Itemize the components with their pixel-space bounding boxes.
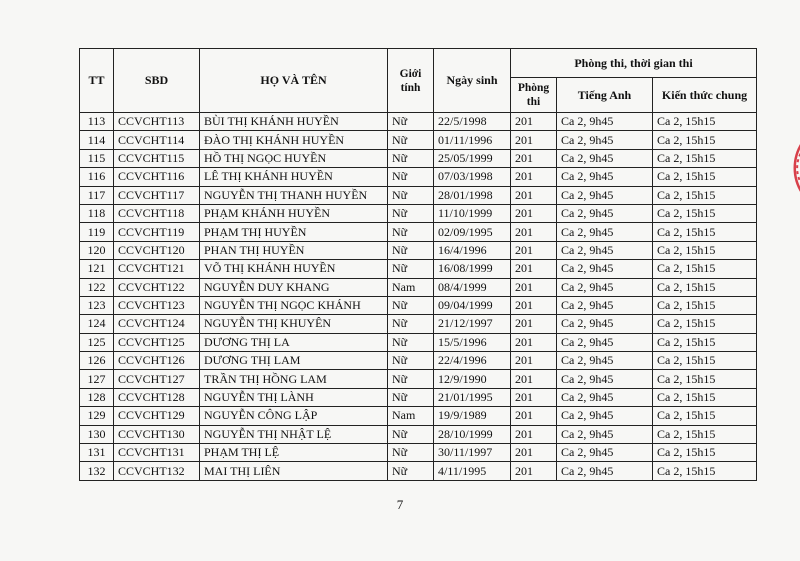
cell-tt: 113 xyxy=(80,113,114,131)
cell-room: 201 xyxy=(511,278,557,296)
cell-gender: Nữ xyxy=(388,223,434,241)
table-row xyxy=(80,168,757,186)
cell-general-session: Ca 2, 15h15 xyxy=(653,241,757,259)
table-row xyxy=(80,444,757,462)
cell-english-session: Ca 2, 9h45 xyxy=(557,186,653,204)
cell-general-session: Ca 2, 15h15 xyxy=(653,168,757,186)
table-row xyxy=(80,223,757,241)
cell-tt: 122 xyxy=(80,278,114,296)
table-row xyxy=(80,352,757,370)
cell-name: BÙI THỊ KHÁNH HUYỀN xyxy=(200,113,388,131)
cell-tt: 114 xyxy=(80,131,114,149)
cell-tt: 125 xyxy=(80,333,114,351)
cell-room: 201 xyxy=(511,425,557,443)
table-row xyxy=(80,260,757,278)
table-body xyxy=(80,113,757,481)
cell-english-session: Ca 2, 9h45 xyxy=(557,296,653,314)
table-row xyxy=(80,131,757,149)
cell-dob: 4/11/1995 xyxy=(434,462,511,480)
cell-gender: Nữ xyxy=(388,186,434,204)
table-row xyxy=(80,278,757,296)
cell-name: NGUYỄN THỊ THANH HUYỀN xyxy=(200,186,388,204)
cell-sbd: CCVCHT117 xyxy=(114,186,200,204)
cell-english-session: Ca 2, 9h45 xyxy=(557,149,653,167)
cell-room: 201 xyxy=(511,333,557,351)
cell-sbd: CCVCHT127 xyxy=(114,370,200,388)
cell-dob: 25/05/1999 xyxy=(434,149,511,167)
cell-name: NGUYỄN DUY KHANG xyxy=(200,278,388,296)
cell-name: NGUYỄN THỊ KHUYÊN xyxy=(200,315,388,333)
cell-gender: Nữ xyxy=(388,425,434,443)
cell-sbd: CCVCHT122 xyxy=(114,278,200,296)
cell-dob: 11/10/1999 xyxy=(434,204,511,222)
cell-room: 201 xyxy=(511,223,557,241)
table-row xyxy=(80,462,757,480)
cell-tt: 127 xyxy=(80,370,114,388)
cell-room: 201 xyxy=(511,186,557,204)
cell-english-session: Ca 2, 9h45 xyxy=(557,462,653,480)
cell-tt: 120 xyxy=(80,241,114,259)
cell-room: 201 xyxy=(511,113,557,131)
cell-tt: 123 xyxy=(80,296,114,314)
cell-dob: 28/10/1999 xyxy=(434,425,511,443)
cell-general-session: Ca 2, 15h15 xyxy=(653,407,757,425)
cell-tt: 121 xyxy=(80,260,114,278)
candidate-roster-table xyxy=(79,48,757,481)
cell-sbd: CCVCHT123 xyxy=(114,296,200,314)
cell-tt: 119 xyxy=(80,223,114,241)
cell-gender: Nữ xyxy=(388,370,434,388)
cell-sbd: CCVCHT131 xyxy=(114,444,200,462)
cell-english-session: Ca 2, 9h45 xyxy=(557,444,653,462)
cell-name: PHẠM KHÁNH HUYỀN xyxy=(200,204,388,222)
cell-room: 201 xyxy=(511,388,557,406)
cell-gender: Nữ xyxy=(388,352,434,370)
red-seal-stamp-fragment xyxy=(778,122,800,214)
header-sbd: SBD xyxy=(114,49,200,113)
cell-tt: 116 xyxy=(80,168,114,186)
cell-gender: Nữ xyxy=(388,444,434,462)
header-exam-group: Phòng thi, thời gian thi xyxy=(511,49,757,78)
cell-general-session: Ca 2, 15h15 xyxy=(653,278,757,296)
cell-room: 201 xyxy=(511,260,557,278)
cell-general-session: Ca 2, 15h15 xyxy=(653,296,757,314)
cell-gender: Nam xyxy=(388,407,434,425)
cell-gender: Nữ xyxy=(388,260,434,278)
cell-english-session: Ca 2, 9h45 xyxy=(557,425,653,443)
cell-general-session: Ca 2, 15h15 xyxy=(653,223,757,241)
cell-dob: 28/01/1998 xyxy=(434,186,511,204)
cell-english-session: Ca 2, 9h45 xyxy=(557,333,653,351)
cell-gender: Nữ xyxy=(388,168,434,186)
cell-dob: 02/09/1995 xyxy=(434,223,511,241)
header-gender: Giới tính xyxy=(388,49,434,113)
cell-sbd: CCVCHT121 xyxy=(114,260,200,278)
cell-name: TRẦN THỊ HỒNG LAM xyxy=(200,370,388,388)
cell-room: 201 xyxy=(511,149,557,167)
cell-gender: Nữ xyxy=(388,131,434,149)
table-row xyxy=(80,149,757,167)
cell-general-session: Ca 2, 15h15 xyxy=(653,204,757,222)
cell-sbd: CCVCHT119 xyxy=(114,223,200,241)
header-tt: TT xyxy=(80,49,114,113)
cell-dob: 16/4/1996 xyxy=(434,241,511,259)
table-row xyxy=(80,296,757,314)
cell-general-session: Ca 2, 15h15 xyxy=(653,113,757,131)
table-row xyxy=(80,388,757,406)
cell-dob: 22/5/1998 xyxy=(434,113,511,131)
cell-sbd: CCVCHT126 xyxy=(114,352,200,370)
cell-gender: Nữ xyxy=(388,462,434,480)
cell-tt: 130 xyxy=(80,425,114,443)
cell-english-session: Ca 2, 9h45 xyxy=(557,370,653,388)
cell-dob: 21/01/1995 xyxy=(434,388,511,406)
cell-sbd: CCVCHT118 xyxy=(114,204,200,222)
cell-dob: 12/9/1990 xyxy=(434,370,511,388)
cell-name: PHẠM THỊ LỆ xyxy=(200,444,388,462)
cell-sbd: CCVCHT125 xyxy=(114,333,200,351)
cell-english-session: Ca 2, 9h45 xyxy=(557,388,653,406)
cell-sbd: CCVCHT113 xyxy=(114,113,200,131)
cell-english-session: Ca 2, 9h45 xyxy=(557,352,653,370)
cell-general-session: Ca 2, 15h15 xyxy=(653,333,757,351)
cell-room: 201 xyxy=(511,462,557,480)
cell-dob: 19/9/1989 xyxy=(434,407,511,425)
cell-english-session: Ca 2, 9h45 xyxy=(557,260,653,278)
table-row xyxy=(80,113,757,131)
cell-dob: 08/4/1999 xyxy=(434,278,511,296)
cell-gender: Nữ xyxy=(388,204,434,222)
table-header xyxy=(80,49,757,113)
cell-sbd: CCVCHT130 xyxy=(114,425,200,443)
cell-general-session: Ca 2, 15h15 xyxy=(653,370,757,388)
cell-tt: 132 xyxy=(80,462,114,480)
cell-gender: Nữ xyxy=(388,113,434,131)
cell-gender: Nữ xyxy=(388,149,434,167)
cell-gender: Nữ xyxy=(388,296,434,314)
cell-sbd: CCVCHT114 xyxy=(114,131,200,149)
table-row xyxy=(80,425,757,443)
cell-name: NGUYỄN CÔNG LẬP xyxy=(200,407,388,425)
cell-dob: 21/12/1997 xyxy=(434,315,511,333)
table-row xyxy=(80,204,757,222)
cell-sbd: CCVCHT128 xyxy=(114,388,200,406)
cell-dob: 07/03/1998 xyxy=(434,168,511,186)
cell-tt: 131 xyxy=(80,444,114,462)
cell-name: DƯƠNG THỊ LA xyxy=(200,333,388,351)
cell-tt: 128 xyxy=(80,388,114,406)
cell-english-session: Ca 2, 9h45 xyxy=(557,315,653,333)
cell-dob: 15/5/1996 xyxy=(434,333,511,351)
cell-dob: 09/04/1999 xyxy=(434,296,511,314)
table-row xyxy=(80,370,757,388)
cell-tt: 115 xyxy=(80,149,114,167)
cell-name: NGUYỄN THỊ LÀNH xyxy=(200,388,388,406)
cell-name: PHAN THỊ HUYỀN xyxy=(200,241,388,259)
cell-room: 201 xyxy=(511,444,557,462)
cell-tt: 118 xyxy=(80,204,114,222)
cell-room: 201 xyxy=(511,296,557,314)
cell-general-session: Ca 2, 15h15 xyxy=(653,425,757,443)
cell-general-session: Ca 2, 15h15 xyxy=(653,149,757,167)
cell-gender: Nữ xyxy=(388,388,434,406)
cell-tt: 129 xyxy=(80,407,114,425)
cell-general-session: Ca 2, 15h15 xyxy=(653,186,757,204)
cell-general-session: Ca 2, 15h15 xyxy=(653,131,757,149)
cell-name: MAI THỊ LIÊN xyxy=(200,462,388,480)
cell-room: 201 xyxy=(511,370,557,388)
cell-general-session: Ca 2, 15h15 xyxy=(653,315,757,333)
cell-english-session: Ca 2, 9h45 xyxy=(557,223,653,241)
cell-general-session: Ca 2, 15h15 xyxy=(653,260,757,278)
cell-name: DƯƠNG THỊ LAM xyxy=(200,352,388,370)
cell-name: VÕ THỊ KHÁNH HUYỀN xyxy=(200,260,388,278)
cell-english-session: Ca 2, 9h45 xyxy=(557,278,653,296)
cell-gender: Nữ xyxy=(388,333,434,351)
header-dob: Ngày sinh xyxy=(434,49,511,113)
table-row xyxy=(80,333,757,351)
cell-name: ĐÀO THỊ KHÁNH HUYỀN xyxy=(200,131,388,149)
cell-gender: Nữ xyxy=(388,315,434,333)
cell-room: 201 xyxy=(511,352,557,370)
cell-sbd: CCVCHT120 xyxy=(114,241,200,259)
cell-general-session: Ca 2, 15h15 xyxy=(653,462,757,480)
cell-english-session: Ca 2, 9h45 xyxy=(557,241,653,259)
cell-english-session: Ca 2, 9h45 xyxy=(557,113,653,131)
page-number: 7 xyxy=(396,497,404,512)
cell-name: NGUYỄN THỊ NGỌC KHÁNH xyxy=(200,296,388,314)
table-row xyxy=(80,407,757,425)
cell-english-session: Ca 2, 9h45 xyxy=(557,168,653,186)
header-english: Tiếng Anh xyxy=(557,78,653,113)
cell-sbd: CCVCHT132 xyxy=(114,462,200,480)
cell-sbd: CCVCHT116 xyxy=(114,168,200,186)
cell-dob: 22/4/1996 xyxy=(434,352,511,370)
cell-room: 201 xyxy=(511,204,557,222)
cell-tt: 117 xyxy=(80,186,114,204)
cell-room: 201 xyxy=(511,407,557,425)
table-row xyxy=(80,186,757,204)
table-row xyxy=(80,315,757,333)
cell-general-session: Ca 2, 15h15 xyxy=(653,352,757,370)
cell-gender: Nữ xyxy=(388,241,434,259)
cell-room: 201 xyxy=(511,315,557,333)
cell-room: 201 xyxy=(511,241,557,259)
table-row xyxy=(80,241,757,259)
cell-tt: 124 xyxy=(80,315,114,333)
cell-english-session: Ca 2, 9h45 xyxy=(557,204,653,222)
cell-english-session: Ca 2, 9h45 xyxy=(557,407,653,425)
cell-dob: 30/11/1997 xyxy=(434,444,511,462)
header-name: HỌ VÀ TÊN xyxy=(200,49,388,113)
cell-dob: 01/11/1996 xyxy=(434,131,511,149)
cell-name: NGUYỄN THỊ NHẬT LỆ xyxy=(200,425,388,443)
header-general: Kiến thức chung xyxy=(653,78,757,113)
cell-sbd: CCVCHT129 xyxy=(114,407,200,425)
cell-english-session: Ca 2, 9h45 xyxy=(557,131,653,149)
cell-tt: 126 xyxy=(80,352,114,370)
cell-name: PHẠM THỊ HUYỀN xyxy=(200,223,388,241)
header-room: Phòng thi xyxy=(511,78,557,113)
cell-room: 201 xyxy=(511,131,557,149)
cell-room: 201 xyxy=(511,168,557,186)
cell-general-session: Ca 2, 15h15 xyxy=(653,388,757,406)
cell-sbd: CCVCHT124 xyxy=(114,315,200,333)
cell-sbd: CCVCHT115 xyxy=(114,149,200,167)
cell-general-session: Ca 2, 15h15 xyxy=(653,444,757,462)
cell-name: HỒ THỊ NGỌC HUYỀN xyxy=(200,149,388,167)
cell-gender: Nam xyxy=(388,278,434,296)
cell-name: LÊ THỊ KHÁNH HUYỀN xyxy=(200,168,388,186)
cell-dob: 16/08/1999 xyxy=(434,260,511,278)
